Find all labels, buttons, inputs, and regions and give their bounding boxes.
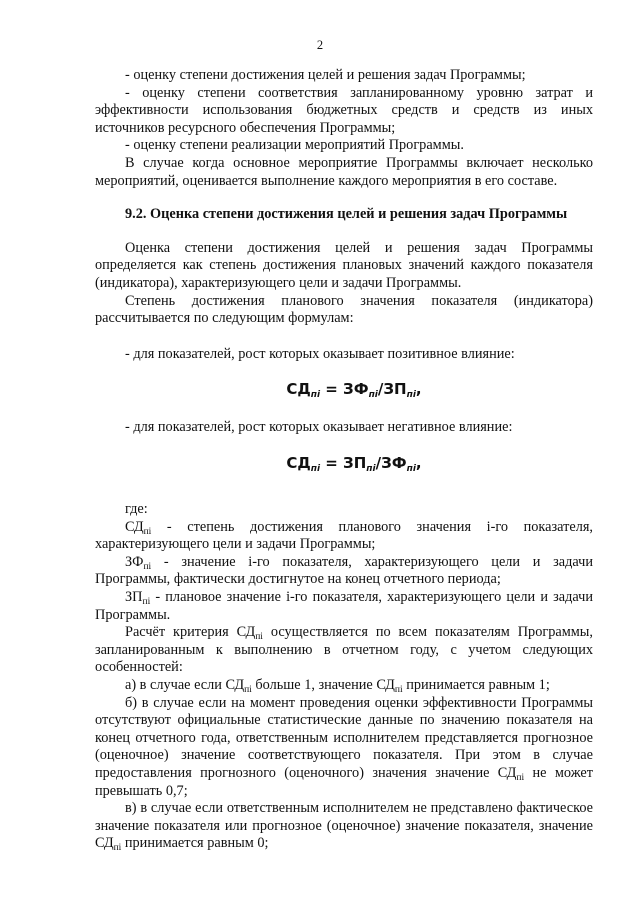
negative-label: - для показателей, рост которых оказывает негативное влияние: bbox=[125, 418, 513, 435]
definition-sd: $СД_{пi}$ - степень достижения планового значения i-го показателя, характеризующего цели и задачи Программы; bbox=[95, 518, 593, 553]
positive-label: - для показателей, рост которых оказывает позитивное влияние: bbox=[125, 345, 515, 362]
definition-zf: $ЗФ_{пi}$ - значение i-го показателя, характеризующего цели и задачи Программы, фактически достигнутое на конец отчетного периода; bbox=[95, 553, 593, 588]
where-label: где: bbox=[125, 501, 148, 518]
case-a: а) в случае если $СД_{пi}$ больше 1, значение $СД_{пi}$ принимается равным 1; bbox=[125, 677, 550, 696]
paragraph-definition: Оценка степени достижения целей и решения задач Программы определяется как степень достижения плановых значений каждого показателя (индикатора), характеризующего цели и задачи Программы. bbox=[95, 239, 593, 291]
formula-positive: $СД_{пi} = ЗФ_{пi}/ЗП_{пi}$, bbox=[286, 380, 422, 401]
document-body bbox=[95, 67, 593, 853]
paragraph-formulas-intro: Степень достижения планового значения показателя (индикатора) рассчитывается по следующим формулам: bbox=[95, 292, 593, 327]
intro-note: В случае когда основное мероприятие Программы включает несколько мероприятий, оценивается выполнение каждого мероприятия в его составе. bbox=[95, 154, 593, 189]
section-title: 9.2. Оценка степени достижения целей и решения задач Программы bbox=[125, 206, 568, 223]
page-number: 2 bbox=[316, 38, 324, 52]
intro-item-2: - оценку степени соответствия запланированному уровню затрат и эффективности использования бюджетных средств и средств из иных источников ресурсного обеспечения Программы; bbox=[95, 84, 593, 136]
case-b: б) в случае если на момент проведения оценки эффективности Программы отсутствуют официальные статистические данные по значению показателя на конец отчетного года, ответственным исполнителем представляется прогнозное (оценочное) значение соответствующего показателя. При этом в случае предоставления прогнозного (оценочного) значения значение $СД_{пi}$ не может превышать 0,7; bbox=[95, 694, 593, 799]
formula-negative: $СД_{пi} = ЗП_{пi}/ЗФ_{пi}$, bbox=[286, 453, 422, 474]
case-c: в) в случае если ответственным исполнителем не представлено фактическое значение показателя или прогнозное (оценочное) значение показателя, значение $СД_{пi}$ принимается равным 0; bbox=[95, 800, 593, 854]
criterion-paragraph: Расчёт критерия $СД_{пi}$ осуществляется по всем показателям Программы, запланированным к выполнению в отчетном году, с учетом следующих особенностей: bbox=[95, 624, 593, 676]
definition-zp: $ЗП_{пi}$ - плановое значение i-го показателя, характеризующего цели и задачи Программы. bbox=[95, 589, 593, 623]
intro-item-1: - оценку степени достижения целей и решения задач Программы; bbox=[125, 67, 526, 83]
intro-item-3: - оценку степени реализации мероприятий Программы. bbox=[125, 137, 464, 154]
